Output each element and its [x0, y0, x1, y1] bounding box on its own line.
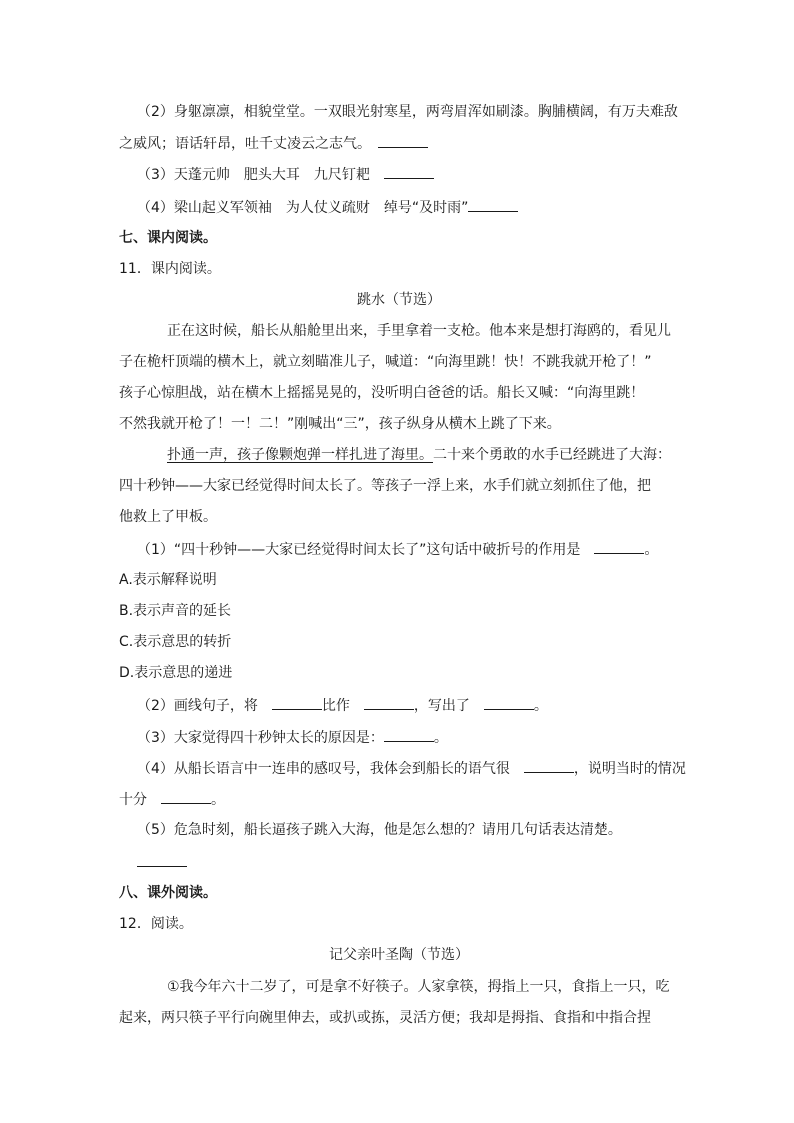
- line-text: 他救上了甲板。: [119, 509, 217, 525]
- answer-blank[interactable]: [272, 695, 322, 710]
- title-text: 记父亲叶圣陶（节选）: [329, 947, 469, 963]
- line-text: 四十秒钟——大家已经觉得时间太长了。等孩子一浮上来，水手们就立刻抓住了他，把: [119, 478, 651, 494]
- passage-line: [119, 352, 679, 372]
- answer-line-2: [137, 102, 697, 122]
- option-a[interactable]: [119, 570, 679, 590]
- line-text: 起来，两只筷子平行向碗里伸去，或扒或拣，灵活方便；我却是拇指、食指和中指合捏: [119, 1010, 651, 1026]
- answer-line-4: [137, 197, 697, 218]
- line-text: （2）身躯凛凛，相貌堂堂。一双眼光射寒星，两弯眉浑如刷漆。胸脯横阔，有万夫难敌: [137, 104, 678, 120]
- underlined-sentence: 扑通一声，孩子像颗炮弹一样扎进了海里。: [167, 447, 433, 463]
- question-text: （3）大家觉得四十秒钟太长的原因是：: [137, 730, 384, 746]
- answer-blank[interactable]: [378, 133, 428, 148]
- question-text: 十分: [119, 792, 147, 808]
- question-12: [119, 914, 679, 934]
- answer-line-2-cont: [119, 133, 679, 154]
- line-text: 二十来个勇敢的水手已经跳进了大海：: [433, 447, 671, 463]
- passage-line: [119, 476, 679, 496]
- line-text: 孩子心惊胆战，站在横木上摇摇晃晃的，没听明白爸爸的话。船长又喊：“向海里跳！: [119, 385, 645, 401]
- passage-line: [167, 445, 727, 465]
- line-text: ①我今年六十二岁了，可是拿不好筷子。人家拿筷，拇指上一只，食指上一只，吃: [167, 979, 670, 995]
- option-b[interactable]: [119, 601, 679, 621]
- option-d[interactable]: [119, 663, 679, 683]
- passage-line: [167, 977, 727, 997]
- sub-question-4-cont: 十分 。: [119, 789, 679, 810]
- line-text: 子在桅杆顶端的横木上，就立刻瞄准儿子，喊道：“向海里跳！快！不跳我就开枪了！”: [119, 354, 652, 370]
- line-text: 之威风；语话轩昂，吐千丈凌云之志气。: [119, 136, 364, 152]
- option-text: B.表示声音的延长: [119, 603, 232, 619]
- question-text: ，写出了: [413, 698, 470, 714]
- answer-line-3: [137, 164, 697, 185]
- answer-blank[interactable]: [524, 758, 574, 773]
- passage-line: [119, 383, 679, 403]
- question-11: [119, 259, 679, 279]
- answer-blank[interactable]: [364, 695, 414, 710]
- passage-title-2: [119, 945, 679, 965]
- answer-blank[interactable]: [484, 695, 534, 710]
- option-c[interactable]: [119, 632, 679, 652]
- answer-blank[interactable]: [161, 789, 211, 804]
- sub-question-5-answer: [137, 852, 697, 873]
- passage-line: [167, 321, 727, 341]
- line-text: 正在这时候，船长从船舱里出来，手里拿着一支枪。他本来是想打海鸥的，看见儿: [167, 323, 671, 339]
- question-text: （5）危急时刻，船长逼孩子跳入大海，他是怎么想的？请用几句话表达清楚。: [137, 822, 622, 838]
- passage-line: [119, 507, 679, 527]
- passage-line: [119, 1008, 679, 1028]
- section-heading-7: [119, 228, 679, 248]
- sub-question-5: [137, 820, 697, 840]
- sub-question-4: [137, 758, 697, 779]
- passage-title-1: [119, 290, 679, 310]
- question-text: 12．阅读。: [119, 916, 193, 932]
- question-text: 比作: [321, 698, 350, 714]
- answer-blank[interactable]: [384, 164, 434, 179]
- answer-blank[interactable]: [137, 852, 187, 867]
- question-text: （4）从船长语言中一连串的感叹号，我体会到船长的语气很: [137, 761, 510, 777]
- question-text: （1）“四十秒钟——大家已经觉得时间太长了”这句话中破折号的作用是: [137, 542, 581, 558]
- sub-question-3: （3）大家觉得四十秒钟太长的原因是： 。: [137, 727, 697, 748]
- heading-text: 七、课内阅读。: [119, 230, 217, 246]
- question-text: ，说明当时的情况: [573, 761, 686, 777]
- title-text: 跳水（节选）: [357, 292, 441, 308]
- answer-blank[interactable]: [384, 727, 434, 742]
- sub-question-1: （1）“四十秒钟——大家已经觉得时间太长了”这句话中破折号的作用是 。: [137, 539, 697, 560]
- line-text: 不然我就开枪了！一！二！”刚喊出“三”，孩子纵身从横木上跳了下来。: [119, 416, 561, 432]
- question-text: （2）画线句子，将: [137, 698, 258, 714]
- option-text: A.表示解释说明: [119, 572, 217, 588]
- question-text: 11．课内阅读。: [119, 261, 221, 277]
- line-text: （4）梁山起义军领袖 为人仗义疏财 绰号“及时雨”: [137, 200, 469, 216]
- answer-blank[interactable]: [468, 197, 518, 212]
- passage-line: [119, 414, 679, 434]
- answer-blank[interactable]: [594, 539, 644, 554]
- heading-text: 八、课外阅读。: [119, 885, 217, 901]
- option-text: D.表示意思的递进: [119, 665, 233, 681]
- sub-question-2: （2）画线句子，将 比作 ，写出了 。: [137, 695, 697, 716]
- section-heading-8: [119, 883, 679, 903]
- option-text: C.表示意思的转折: [119, 634, 232, 650]
- line-text: （3）天蓬元帅 肥头大耳 九尺钉耙: [137, 167, 370, 183]
